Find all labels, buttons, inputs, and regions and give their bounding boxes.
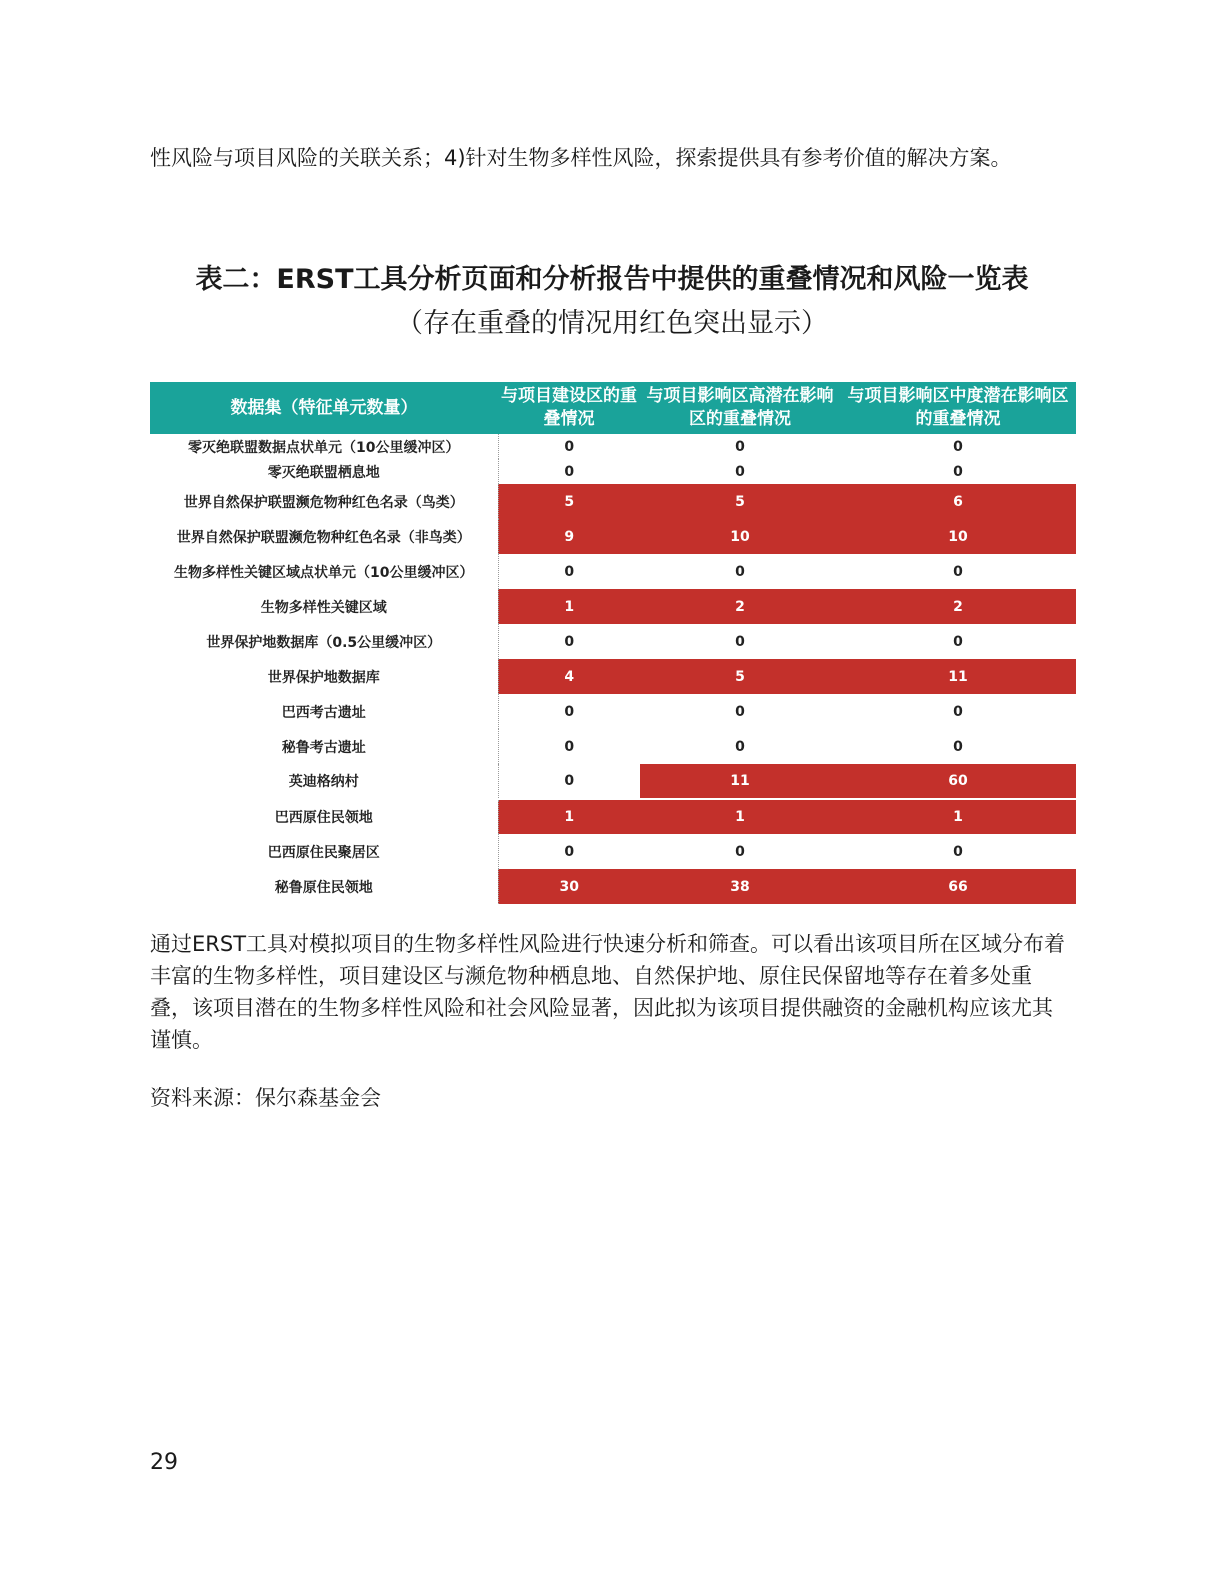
row-value: 0: [953, 843, 963, 860]
row-label: 世界自然保护联盟濒危物种红色名录（鸟类）: [150, 484, 498, 519]
row-value-highlight: 10: [640, 519, 840, 554]
table-row: [150, 834, 1076, 869]
table-title-main: 表二：ERST工具分析页面和分析报告中提供的重叠情况和风险一览表: [195, 264, 1029, 295]
row-value-highlight: 5: [498, 484, 640, 519]
row-label: 世界保护地数据库（0.5公里缓冲区）: [150, 624, 498, 659]
row-value: 0: [564, 633, 575, 650]
row-value: 0: [953, 633, 963, 650]
row-value-highlight: 5: [640, 484, 840, 519]
table-row: [150, 764, 1076, 799]
intro-paragraph: 性风险与项目风险的关联关系；4)针对生物多样性风险，探索提供具有参考价值的解决方案。: [150, 146, 1012, 170]
row-value: 0: [564, 463, 575, 480]
row-label: 生物多样性关键区域: [150, 589, 498, 624]
row-label: 秘鲁考古遗址: [150, 729, 498, 764]
row-value: 0: [735, 438, 745, 455]
row-value-highlight: 1: [640, 799, 840, 834]
row-value: 0: [735, 633, 745, 650]
row-value: 0: [564, 703, 575, 720]
row-value: 0: [564, 738, 575, 755]
row-value-highlight: 10: [840, 519, 1076, 554]
row-label: 零灭绝联盟数据点状单元（10公里缓冲区）: [150, 434, 498, 459]
table-row: [150, 729, 1076, 764]
table-row: [150, 459, 1076, 484]
row-value: 0: [735, 563, 745, 580]
table-title: [100, 260, 1124, 346]
table-row: [150, 659, 1076, 694]
table-row: [150, 624, 1076, 659]
header-dataset: 数据集（特征单元数量）: [150, 382, 498, 434]
row-value: 0: [953, 563, 963, 580]
row-label: 世界自然保护联盟濒危物种红色名录（非鸟类）: [150, 519, 498, 554]
source-note: 资料来源：保尔森基金会: [150, 1086, 381, 1110]
row-value-highlight: 1: [498, 589, 640, 624]
row-value-highlight: 2: [840, 589, 1076, 624]
row-value-highlight: 30: [498, 869, 640, 904]
table-title-subtitle: （存在重叠的情况用红色突出显示）: [396, 308, 828, 339]
row-value: 0: [564, 438, 575, 455]
header-high-impact-overlap: 与项目影响区高潜在影响区的重叠情况: [640, 382, 840, 434]
header-construction-overlap: 与项目建设区的重叠情况: [498, 382, 640, 434]
row-value: 0: [735, 738, 745, 755]
row-value: 0: [735, 463, 745, 480]
row-value: 0: [953, 438, 963, 455]
table-row: [150, 554, 1076, 589]
row-value-highlight: 66: [840, 869, 1076, 904]
row-value-highlight: 1: [840, 799, 1076, 834]
row-value-highlight: 60: [840, 764, 1076, 799]
row-label: 巴西原住民领地: [150, 799, 498, 834]
row-value-highlight: 2: [640, 589, 840, 624]
row-value: 0: [953, 463, 963, 480]
row-label: 巴西原住民聚居区: [150, 834, 498, 869]
table-row: [150, 589, 1076, 624]
row-label: 英迪格纳村: [150, 764, 498, 799]
page-number: 29: [150, 1450, 178, 1475]
row-value-highlight: 9: [498, 519, 640, 554]
row-value: 0: [953, 738, 963, 755]
table-row: [150, 519, 1076, 554]
row-value-highlight: 4: [498, 659, 640, 694]
row-value: 0: [564, 773, 575, 789]
row-value-highlight: 6: [840, 484, 1076, 519]
row-value: 0: [953, 703, 963, 720]
overlap-risk-table: [150, 382, 1076, 904]
row-value-highlight: 38: [640, 869, 840, 904]
row-value-highlight: 5: [640, 659, 840, 694]
header-medium-impact-overlap: 与项目影响区中度潜在影响区的重叠情况: [840, 382, 1076, 434]
table-header-row: [150, 382, 1076, 434]
row-label: 巴西考古遗址: [150, 694, 498, 729]
row-value-highlight: 1: [498, 799, 640, 834]
row-value-highlight: 11: [840, 659, 1076, 694]
row-value: 0: [735, 703, 745, 720]
table-row: [150, 799, 1076, 834]
table-row: [150, 434, 1076, 459]
table-row: [150, 484, 1076, 519]
table-row: [150, 869, 1076, 904]
row-label: 零灭绝联盟栖息地: [150, 459, 498, 484]
row-value: 0: [564, 843, 575, 860]
row-value: 0: [564, 563, 575, 580]
table-row: [150, 694, 1076, 729]
row-label: 生物多样性关键区域点状单元（10公里缓冲区）: [150, 554, 498, 589]
conclusion-paragraph: 通过ERST工具对模拟项目的生物多样性风险进行快速分析和筛查。可以看出该项目所在区域分布着丰富的生物多样性，项目建设区与濒危物种栖息地、自然保护地、原住民保留地等存在着多处重叠，该项目潜在的生物多样性风险和社会风险显著，因此拟为该项目提供融资的金融机构应该尤其谨慎。: [150, 932, 1066, 1052]
row-value-highlight: 11: [640, 764, 840, 799]
row-value: 0: [735, 843, 745, 860]
row-label: 秘鲁原住民领地: [150, 869, 498, 904]
row-label: 世界保护地数据库: [150, 659, 498, 694]
